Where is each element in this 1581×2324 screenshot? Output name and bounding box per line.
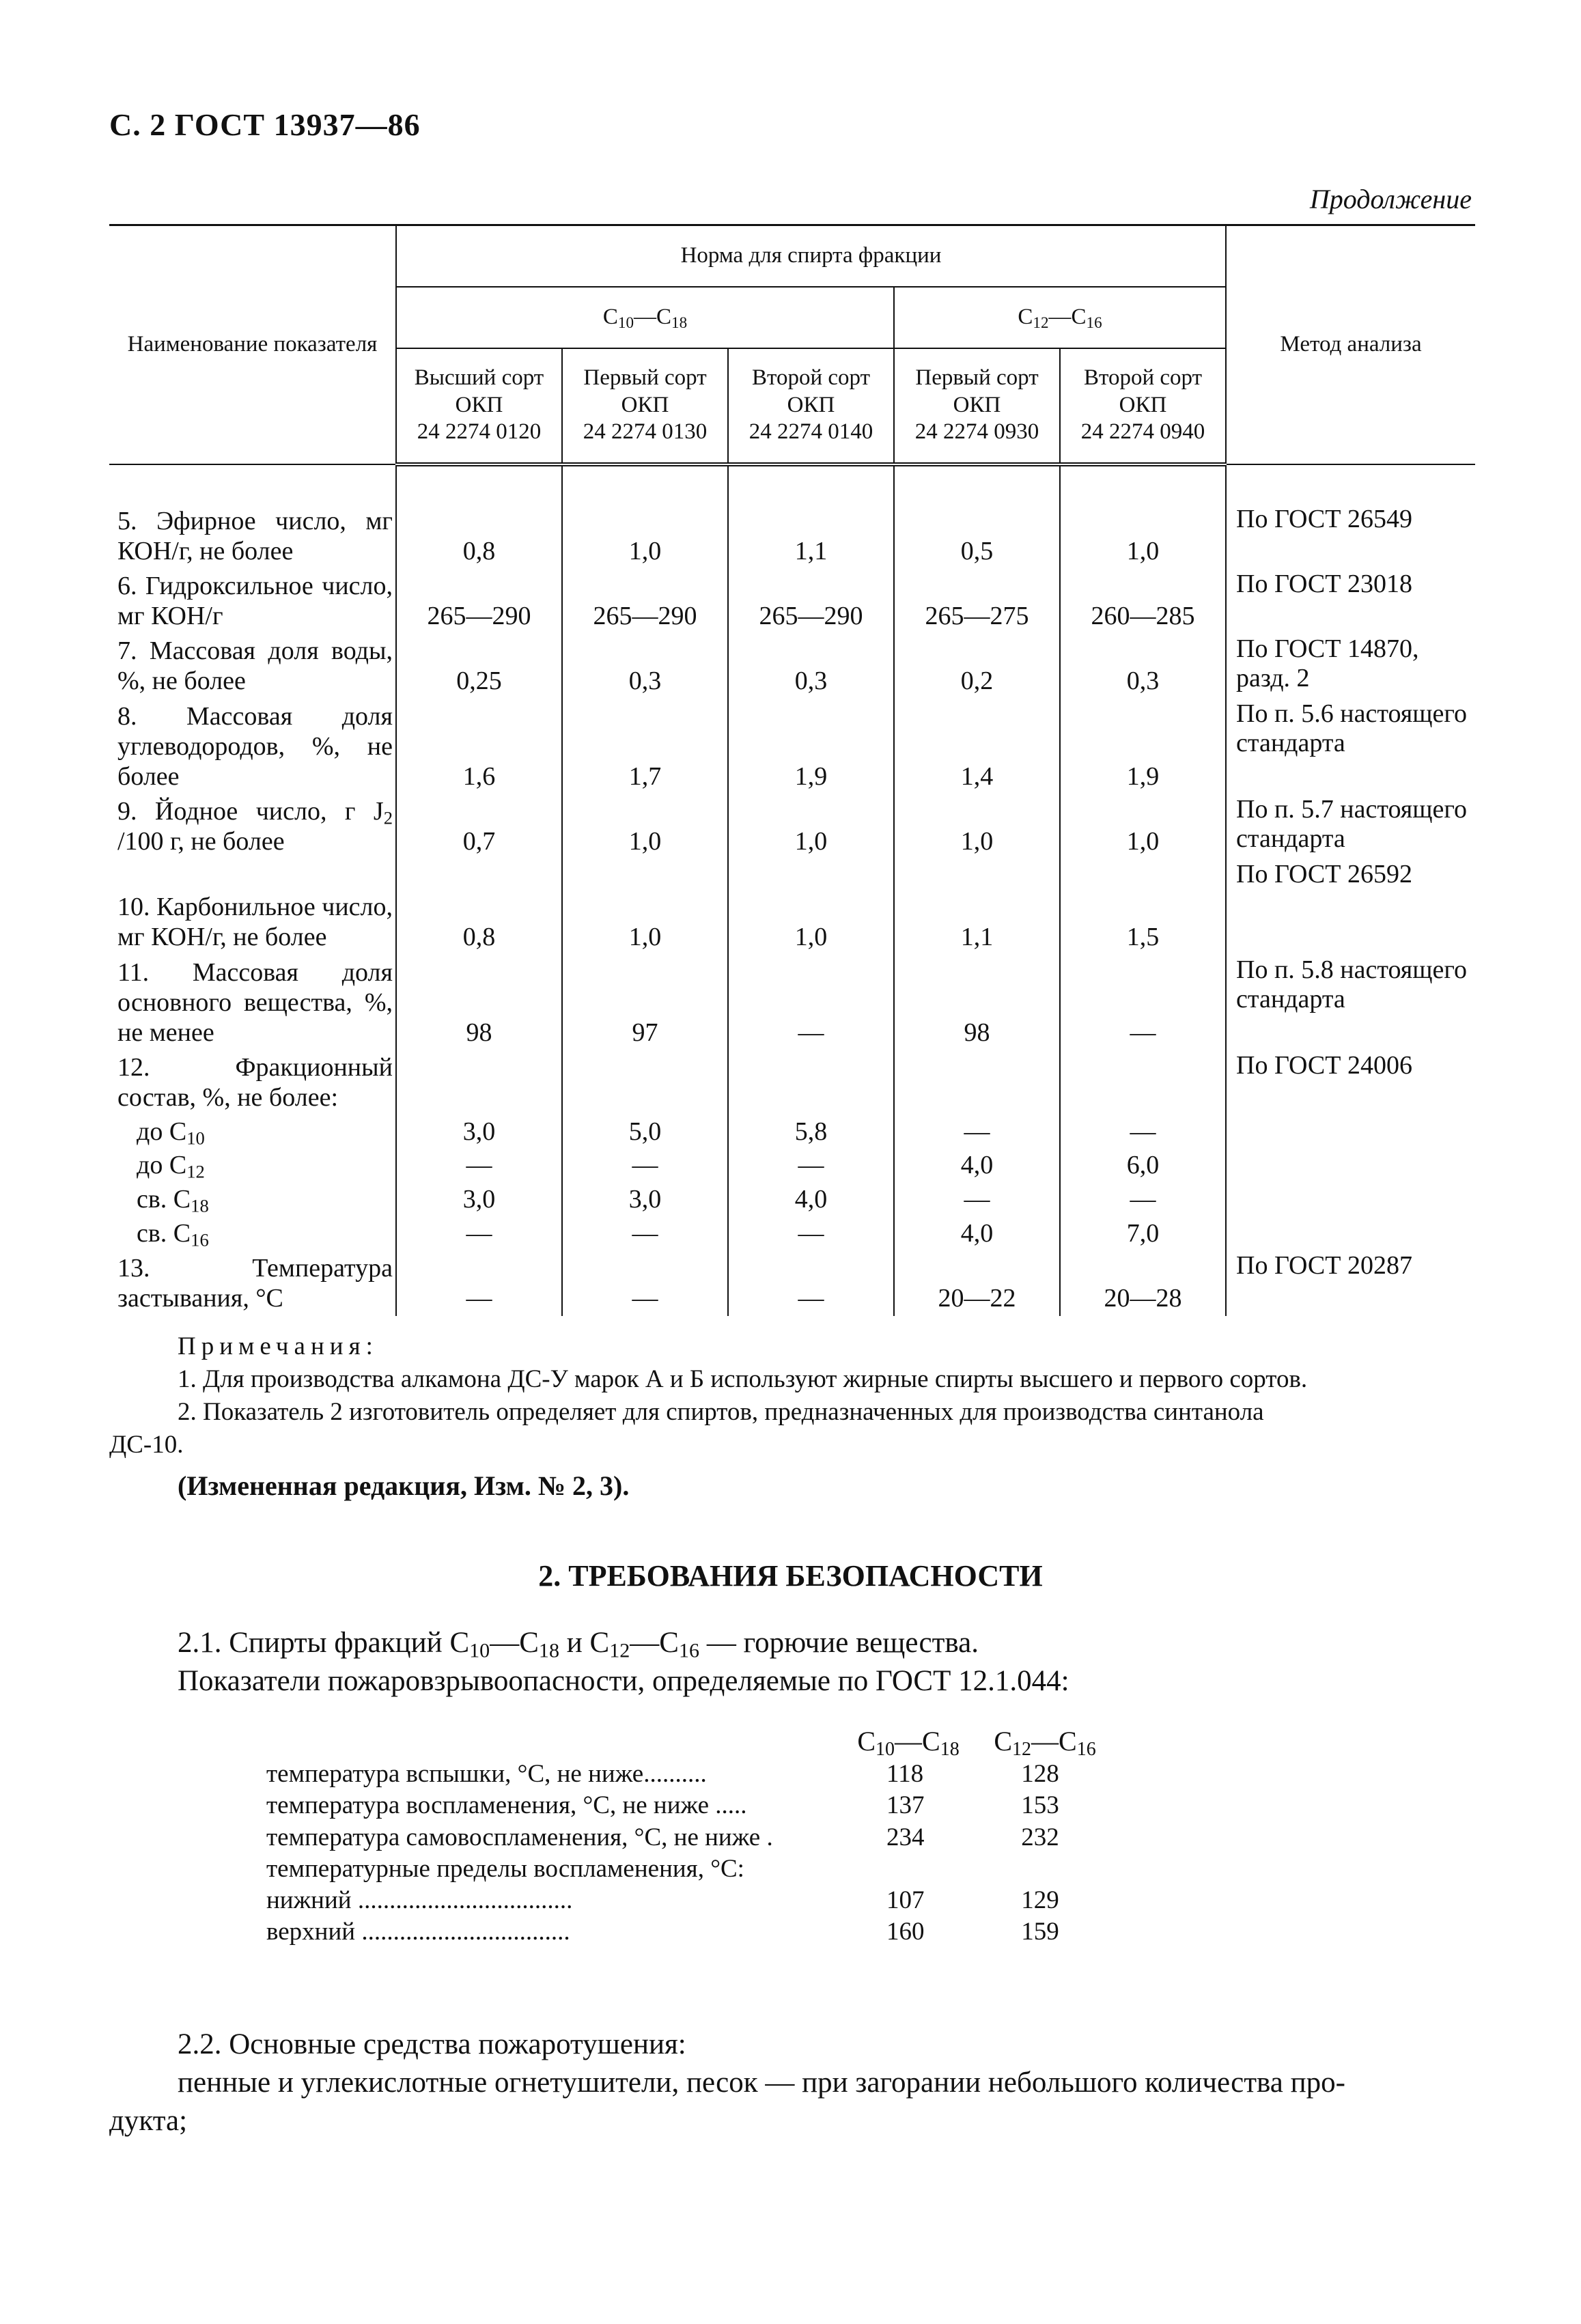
indicator-value: 5,0 (562, 1116, 728, 1150)
hazard-label: температура воспламенения, °С, не ниже ..... (266, 1791, 747, 1820)
indicator-value: — (1060, 955, 1226, 1051)
indicator-name: 13. Температура застывания, °С (109, 1251, 396, 1316)
indicator-name: 12. Фракционный состав, %, не более: (109, 1051, 396, 1116)
paragraph-2-1-line-2: Показатели пожаровзрывоопасности, определяемые по ГОСТ 12.1.044: (178, 1664, 1069, 1697)
indicator-value: 0,3 (562, 634, 728, 699)
grade-code: 24 2274 0140 (748, 419, 873, 445)
hazard-value-fraction-2: 129 (1021, 1886, 1059, 1914)
hazard-value-fraction-1: 160 (886, 1918, 925, 1946)
grade-header-2 (562, 348, 728, 464)
indicator-value: 1,0 (562, 795, 728, 860)
analysis-method: По ГОСТ 23018 (1226, 570, 1475, 634)
paragraph-2-2-line-1: 2.2. Основные средства пожаротушения: (178, 2028, 686, 2060)
table-row (109, 1116, 1475, 1150)
indicator-value: 3,0 (562, 1184, 728, 1218)
indicator-value (894, 1051, 1060, 1116)
hazard-value-fraction-1: 118 (886, 1760, 924, 1788)
grade-code: 24 2274 0930 (914, 419, 1039, 445)
hazard-row (266, 1885, 1154, 1916)
hazard-row (266, 1822, 1154, 1853)
table-row (109, 1218, 1475, 1252)
analysis-method (1226, 1116, 1475, 1150)
indicator-value: — (1060, 1184, 1226, 1218)
indicator-value: 1,5 (1060, 860, 1226, 955)
table-row (109, 1051, 1475, 1116)
indicator-name: 11. Массовая доля основного вещества, %, не менее (109, 955, 396, 1051)
indicator-value (1060, 1051, 1226, 1116)
table-row (109, 1184, 1475, 1218)
indicator-name: 10. Карбонильное число, мг КОН/г, не более (109, 860, 396, 955)
indicator-value: — (728, 1149, 894, 1184)
indicator-value: 7,0 (1060, 1218, 1226, 1252)
indicator-value: 0,2 (894, 634, 1060, 699)
hazard-label: верхний ................................. (266, 1918, 570, 1946)
table-row (109, 505, 1475, 570)
indicator-value: 265—275 (894, 570, 1060, 634)
indicator-value: 97 (562, 955, 728, 1051)
column-header-name: Наименование показателя (109, 225, 396, 464)
indicator-value: 4,0 (894, 1218, 1060, 1252)
indicator-value: 1,0 (894, 795, 1060, 860)
notes-block (109, 1330, 1475, 1504)
indicator-value: 98 (396, 955, 562, 1051)
hazard-row (266, 1759, 1154, 1790)
edition-note: (Измененная редакция, Изм. № 2, 3). (178, 1470, 630, 1502)
grade-name: Высший сорт ОКП (414, 365, 544, 417)
hazard-indicators (266, 1724, 1154, 1948)
analysis-method (1226, 1149, 1475, 1184)
indicator-value: 1,0 (728, 795, 894, 860)
indicator-value: — (396, 1218, 562, 1252)
indicator-value: — (728, 1251, 894, 1316)
grade-name: Второй сорт ОКП (751, 365, 871, 417)
table-row (109, 699, 1475, 795)
indicator-value: 1,4 (894, 699, 1060, 795)
page-header: С. 2 ГОСТ 13937—86 (109, 107, 421, 142)
note-2-continuation: ДС-10. (109, 1431, 184, 1459)
indicator-value: — (728, 955, 894, 1051)
hazard-header-fraction-2: $С_{12}—С_{16}$ (994, 1726, 1096, 1760)
table-spacer-row (109, 464, 1475, 505)
indicator-value: 1,9 (728, 699, 894, 795)
hazard-value-fraction-1: 107 (886, 1886, 925, 1914)
fraction-header-1: $С_{10}—С_{18}$ (396, 287, 894, 348)
indicator-value: 4,0 (728, 1184, 894, 1218)
hazard-value-fraction-2: 128 (1021, 1760, 1059, 1788)
hazard-value-fraction-2: 159 (1021, 1918, 1059, 1946)
paragraph-2-1-line-1: 2.1. Спирты фракций $С_{10}—С_{18}$ и $С_{12}—С_{16}$ — горючие вещества. (178, 1627, 979, 1662)
indicator-value: 265—290 (396, 570, 562, 634)
table-row (109, 570, 1475, 634)
indicator-value: 265—290 (562, 570, 728, 634)
indicator-value: 6,0 (1060, 1149, 1226, 1184)
analysis-method: По п. 5.7 настоящего стандарта (1226, 795, 1475, 860)
indicator-value: 1,1 (728, 505, 894, 570)
indicator-name: до $С_{10}$ (109, 1116, 396, 1150)
hazard-header (266, 1724, 1154, 1759)
table-row (109, 955, 1475, 1051)
indicator-value: — (396, 1251, 562, 1316)
indicator-value: 1,0 (1060, 795, 1226, 860)
hazard-label: температурные пределы воспламенения, °С: (266, 1854, 744, 1883)
hazard-value-fraction-2 (989, 1853, 1091, 1885)
indicator-value: — (396, 1149, 562, 1184)
notes-title: Примечания: (178, 1332, 378, 1360)
grade-code: 24 2274 0940 (1080, 419, 1205, 445)
indicator-value: 3,0 (396, 1116, 562, 1150)
grade-name: Первый сорт ОКП (583, 365, 707, 417)
analysis-method: По ГОСТ 26549 (1226, 505, 1475, 570)
note-2: 2. Показатель 2 изготовитель определяет для спиртов, предназначенных для производства синтанола (178, 1398, 1264, 1427)
hazard-value-fraction-1: 234 (886, 1823, 925, 1851)
indicator-value: — (728, 1218, 894, 1252)
hazard-value-fraction-2: 153 (1021, 1791, 1059, 1820)
analysis-method: По п. 5.6 настоящего стандарта (1226, 699, 1475, 795)
hazard-row (266, 1790, 1154, 1821)
column-header-method: Метод анализа (1226, 225, 1475, 464)
hazard-value-fraction-1: 137 (886, 1791, 925, 1820)
indicator-value (562, 1051, 728, 1116)
table-row (109, 795, 1475, 860)
hazard-label: температура вспышки, °С, не ниже.......... (266, 1760, 707, 1788)
table-row (109, 634, 1475, 699)
indicator-value: 0,7 (396, 795, 562, 860)
hazard-value-fraction-1 (881, 1853, 989, 1885)
analysis-method (1226, 1184, 1475, 1218)
table-row (109, 860, 1475, 955)
grade-header-1 (396, 348, 562, 464)
indicator-value: 1,0 (562, 505, 728, 570)
grade-header-3 (728, 348, 894, 464)
hazard-row (266, 1853, 1154, 1885)
paragraph-2-1 (109, 1624, 1475, 1700)
hazard-value-fraction-2: 232 (1021, 1823, 1059, 1851)
indicator-value (728, 1051, 894, 1116)
table-row (109, 1251, 1475, 1316)
fraction-header-2: $С_{12}—С_{16}$ (894, 287, 1226, 348)
indicator-value: — (562, 1149, 728, 1184)
hazard-label: температура самовоспламенения, °С, не ниже . (266, 1823, 773, 1851)
indicator-value: 0,8 (396, 505, 562, 570)
indicator-name: св. $С_{16}$ (109, 1218, 396, 1252)
grade-header-4 (894, 348, 1060, 464)
analysis-method: По ГОСТ 20287 (1226, 1251, 1475, 1316)
indicator-value: 3,0 (396, 1184, 562, 1218)
indicator-name: 5. Эфирное число, мг КОН/г, не более (109, 505, 396, 570)
grade-code: 24 2274 0120 (417, 419, 542, 445)
analysis-method: По ГОСТ 26592 (1226, 860, 1475, 955)
indicator-value: 1,6 (396, 699, 562, 795)
paragraph-2-2-line-3: дукта; (109, 2104, 188, 2137)
indicator-value: 0,3 (728, 634, 894, 699)
grade-header-5 (1060, 348, 1226, 464)
indicator-value: 20—22 (894, 1251, 1060, 1316)
paragraph-2-2 (109, 2026, 1475, 2140)
analysis-method: По ГОСТ 14870, разд. 2 (1226, 634, 1475, 699)
indicator-value: 0,5 (894, 505, 1060, 570)
indicator-value: 0,25 (396, 634, 562, 699)
section-title: 2. ТРЕБОВАНИЯ БЕЗОПАСНОСТИ (538, 1559, 1043, 1593)
indicator-value: 1,1 (894, 860, 1060, 955)
grade-name: Первый сорт ОКП (915, 365, 1039, 417)
indicator-value: — (562, 1251, 728, 1316)
indicator-value: 20—28 (1060, 1251, 1226, 1316)
analysis-method: По п. 5.8 настоящего стандарта (1226, 955, 1475, 1051)
indicator-value: 5,8 (728, 1116, 894, 1150)
indicator-name: 8. Массовая доля углеводородов, %, не более (109, 699, 396, 795)
indicator-name: 7. Массовая доля воды, %, не более (109, 634, 396, 699)
analysis-method (1226, 1218, 1475, 1252)
indicator-value: 98 (894, 955, 1060, 1051)
indicator-value: 1,0 (728, 860, 894, 955)
table-row (109, 1149, 1475, 1184)
hazard-row (266, 1916, 1154, 1948)
grade-name: Второй сорт ОКП (1083, 365, 1203, 417)
hazard-header-fraction-1: $С_{10}—С_{18}$ (857, 1726, 960, 1760)
note-1: 1. Для производства алкамона ДС-У марок А и Б используют жирные спирты высшего и первого сортов. (178, 1365, 1308, 1394)
analysis-method: По ГОСТ 24006 (1226, 1051, 1475, 1116)
paragraph-2-2-line-2: пенные и углекислотные огнетушители, песок — при загорании небольшого количества про- (178, 2066, 1345, 2099)
indicator-value: 4,0 (894, 1149, 1060, 1184)
indicator-value: — (562, 1218, 728, 1252)
indicator-value: 1,9 (1060, 699, 1226, 795)
hazard-label: нижний .................................. (266, 1886, 573, 1914)
continuation-label: Продолжение (1309, 184, 1472, 214)
indicator-value: 1,7 (562, 699, 728, 795)
indicator-value: — (1060, 1116, 1226, 1150)
indicator-value: — (894, 1184, 1060, 1218)
indicator-value: 0,8 (396, 860, 562, 955)
indicator-value: 260—285 (1060, 570, 1226, 634)
specification-table (109, 224, 1475, 1316)
indicator-value: 265—290 (728, 570, 894, 634)
indicator-value: 0,3 (1060, 634, 1226, 699)
indicator-name: 9. Йодное число, г $J_2$ /100 г, не более (109, 795, 396, 860)
indicator-value (396, 1051, 562, 1116)
indicator-name: до $С_{12}$ (109, 1149, 396, 1184)
indicator-value: 1,0 (1060, 505, 1226, 570)
indicator-name: св. $С_{18}$ (109, 1184, 396, 1218)
indicator-value: — (894, 1116, 1060, 1150)
grade-code: 24 2274 0130 (583, 419, 708, 445)
indicator-name: 6. Гидроксильное число, мг КОН/г (109, 570, 396, 634)
indicator-value: 1,0 (562, 860, 728, 955)
column-header-norm: Норма для спирта фракции (396, 225, 1226, 287)
